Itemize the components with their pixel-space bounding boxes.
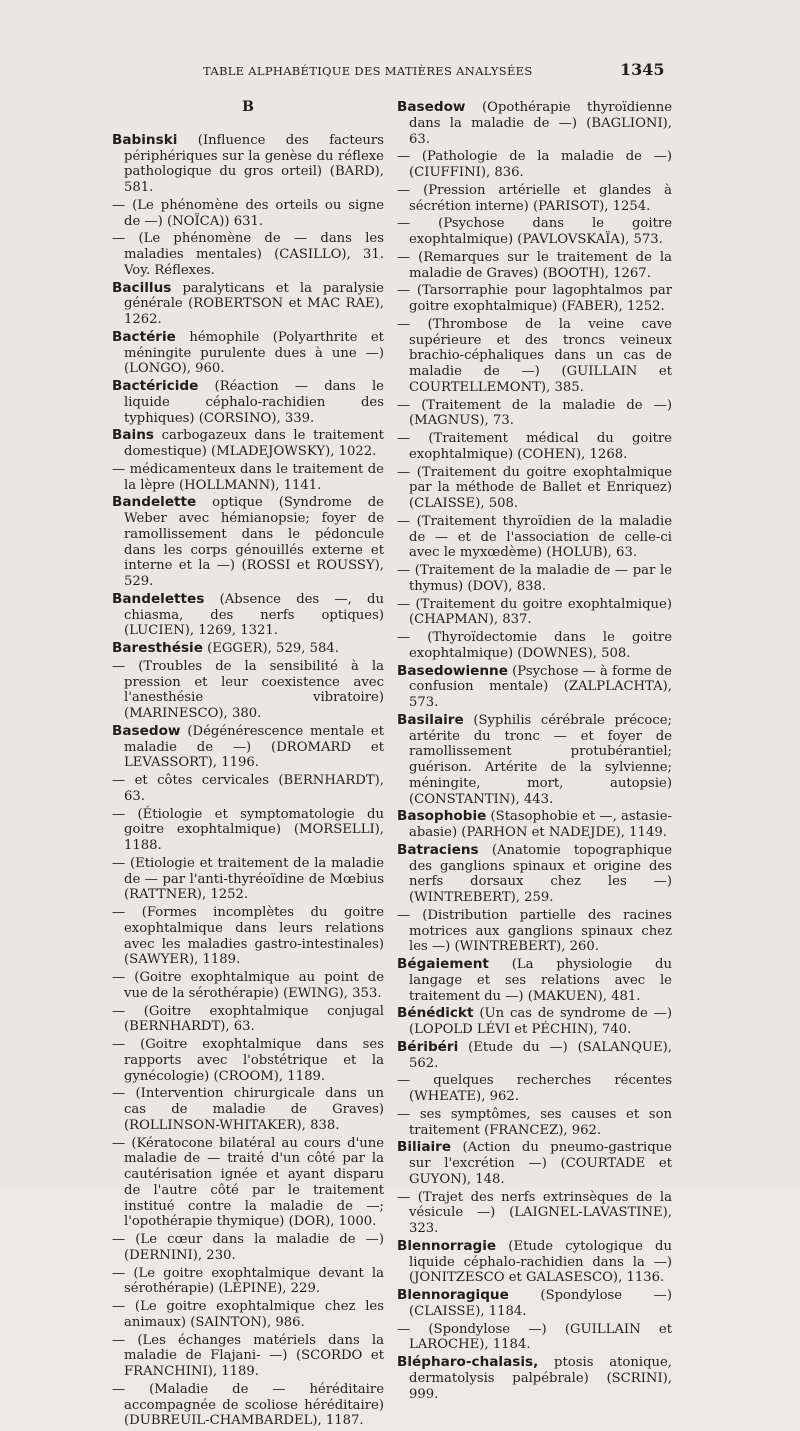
index-entry	[397, 957, 672, 1004]
left-column	[112, 100, 384, 1431]
index-subentry	[397, 630, 672, 662]
index-entry	[112, 641, 384, 657]
entry-text: ptosis atonique, dermatolysis palpébrale) (SCRINI), 999.	[409, 1355, 672, 1402]
entry-headword: Basilaire	[397, 711, 464, 728]
index-subentry	[397, 514, 672, 561]
entry-text: — (Formes incomplètes du goitre exophtalmique dans leurs relations avec les maladies gastro-intestinales) (SAWYER), 1189.	[112, 905, 384, 968]
entry-text: — (Maladie de — héréditaire accompagnée de scoliose héréditaire) (DUBREUIL-CHAMBARDEL), 1187.	[112, 1381, 384, 1429]
index-entry	[397, 713, 672, 808]
entry-text: — ses symptômes, ses causes et son traitement (FRANCEZ), 962.	[397, 1106, 672, 1138]
entry-text: (Etude cytologique du liquide céphalo-rachidien dans la —) (JONITZESCO et GALASESCO), 1136.	[409, 1238, 672, 1286]
entry-text: — (Le goitre exophtalmique devant la sérothérapie) (LÉPINE), 229.	[112, 1265, 384, 1297]
entry-text: hémophile (Polyarthrite et méningite purulente dues à une —) (LONGO), 960.	[124, 329, 384, 377]
index-entry	[397, 843, 672, 906]
entry-text: (Dégénérescence mentale et maladie de —) (DROMARD et LEVASSORT), 1196.	[124, 723, 384, 771]
index-subentry	[112, 1086, 384, 1133]
entry-text: (EGGER), 529, 584.	[207, 641, 339, 656]
entry-text: — (Etiologie et traitement de la maladie de — par l'anti-thyréoïdine de Mœbius (RATTNER), 1252.	[112, 855, 384, 903]
entry-text: — (Spondylose —) (GUILLAIN et LAROCHE), 1184.	[397, 1321, 672, 1353]
index-entry	[397, 1040, 672, 1072]
entry-headword: Bégaiement	[397, 956, 489, 972]
entry-text: (Spondylose —) (CLAISSE), 1184.	[409, 1288, 672, 1319]
entry-text: — (Étiologie et symptomatologie du goitre exophtalmique) (MORSELLI), 1188.	[112, 806, 384, 853]
index-subentry	[112, 856, 384, 903]
entry-text: — (Traitement du goitre exophtalmique par la méthode de Ballet et Enriquez) (CLAISSE), 508.	[397, 464, 672, 511]
entry-text: — (Intervention chirurgicale dans un cas de maladie de Graves) (ROLLINSON-WHITAKER), 838.	[112, 1086, 384, 1133]
index-subentry	[397, 183, 672, 215]
entry-text: — (Tarsorraphie pour lagophtalmos par goitre exophtalmique) (FABER), 1252.	[397, 283, 672, 314]
right-entries	[397, 100, 672, 1402]
index-entry	[397, 1006, 672, 1038]
index-subentry	[397, 908, 672, 955]
entry-text: — quelques recherches récentes (WHEATE), 962.	[397, 1073, 672, 1104]
index-subentry	[397, 431, 672, 463]
entry-text: (Anatomie topographique des ganglions spinaux et origine des nerfs dorsaux chez les —) (WINTREBERT), 259.	[409, 842, 672, 905]
right-column	[397, 100, 672, 1404]
index-entry	[112, 281, 384, 328]
index-subentry	[112, 1232, 384, 1264]
index-entry	[397, 1140, 672, 1187]
entry-text: — (Pression artérielle et glandes à sécrétion interne) (PARISOT), 1254.	[397, 182, 672, 214]
entry-headword: Bacillus	[112, 279, 172, 296]
entry-text: (Stasophobie et —, astasie-abasie) (PARHON et NADEJDE), 1149.	[409, 809, 673, 840]
entry-headword: Baresthésie	[112, 640, 203, 656]
entry-headword: Blépharo-chalasis,	[397, 1354, 539, 1370]
entry-text: — (Traitement médical du goitre exophtalmique) (COHEN), 1268.	[397, 431, 672, 462]
index-subentry	[112, 1333, 384, 1380]
index-entry	[112, 330, 384, 377]
entry-headword: Bactérie	[112, 328, 176, 345]
running-head: TABLE ALPHABÉTIQUE DES MATIÈRES ANALYSÉES	[203, 64, 533, 78]
index-entry	[397, 664, 672, 711]
entry-text: (La physiologie du langage et ses relations avec le traitement du —) (MAKUEN), 481.	[409, 957, 672, 1004]
entry-text: (Un cas de syndrome de —) (LOPOLD LÉVI et PÉCHIN), 740.	[409, 1006, 672, 1037]
index-entry	[397, 809, 672, 841]
entry-text: — (Goitre exophtalmique conjugal (BERNHARDT), 63.	[112, 1003, 384, 1035]
entry-text: — médicamenteux dans le traitement de la lèpre (HOLLMANN), 1141.	[112, 461, 384, 493]
entry-text: optique (Syndrome de Weber avec hémianopsie; foyer de ramollissement dans le pédoncule dans les corps génouillés externe et interne et la —) (ROSSI et ROUSSY), 529.	[124, 495, 384, 589]
index-subentry	[112, 970, 384, 1002]
index-entry	[112, 724, 384, 771]
index-entry	[397, 1239, 672, 1286]
entry-headword: Basedowienne	[397, 662, 508, 679]
index-subentry	[397, 597, 672, 629]
entry-text: — (Troubles de la sensibilité à la pression et leur coexistence avec l'anesthésie vibratoire) (MARINESCO), 380.	[112, 658, 384, 721]
entry-text: — et côtes cervicales (BERNHARDT), 63.	[112, 773, 384, 804]
entry-text: (Influence des facteurs périphériques sur la genèse du réflexe pathologique du gros orteil) (BARD), 581.	[124, 132, 384, 195]
entry-text: — (Trajet des nerfs extrinsèques de la vésicule —) (LAIGNEL-LAVASTINE), 323.	[397, 1189, 672, 1236]
entry-headword: Basedow	[112, 722, 181, 739]
index-subentry	[112, 1299, 384, 1331]
entry-text: (Opothérapie thyroïdienne dans la maladie de —) (BAGLIONI), 63.	[409, 100, 672, 147]
entry-text: — (Traitement thyroïdien de la maladie de — et de l'association de celle-ci avec le myxœdème) (HOLUB), 63.	[397, 513, 672, 561]
entry-text: — (Thyroïdectomie dans le goitre exophtalmique) (DOWNES), 508.	[397, 630, 672, 661]
index-subentry	[397, 283, 672, 315]
entry-text: — (Distribution partielle des racines motrices aux ganglions spinaux chez les —) (WINTREBERT), 260.	[397, 907, 672, 955]
entry-headword: Bactéricide	[112, 378, 199, 394]
entry-text: — (Traitement de la maladie de —) (MAGNUS), 73.	[397, 397, 672, 429]
entry-text: — (Le cœur dans la maladie de —) (DERNINI), 230.	[112, 1232, 384, 1263]
entry-text: — (Le phénomène des orteils ou signe de —) (NOÏCA)) 631.	[112, 197, 384, 229]
index-subentry	[112, 807, 384, 854]
index-entry	[112, 428, 384, 460]
index-subentry	[112, 773, 384, 805]
entry-headword: Blennorragie	[397, 1237, 497, 1254]
index-subentry	[112, 905, 384, 968]
index-subentry	[397, 1107, 672, 1139]
index-subentry	[112, 1037, 384, 1084]
index-entry	[397, 100, 672, 147]
entry-headword: Blennoragique	[397, 1287, 509, 1303]
entry-text: — (Les échanges matériels dans la maladie de Flajani- —) (SCORDO et FRANCHINI), 1189.	[112, 1332, 384, 1379]
entry-headword: Biliaire	[397, 1139, 452, 1156]
index-subentry	[397, 398, 672, 430]
entry-text: — (Remarques sur le traitement de la maladie de Graves) (BOOTH), 1267.	[397, 249, 672, 281]
entry-text: (Syphilis cérébrale précoce; artérite du tronc — et foyer de ramollissement protubérantiel; guérison. Artérite de la sylvienne; méningite, mort, autopsie) (CONSTANTIN), 443.	[409, 712, 672, 807]
index-entry	[397, 1355, 672, 1402]
entry-text: (Etude du —) (SALANQUE), 562.	[409, 1039, 672, 1071]
entry-headword: Bains	[112, 427, 154, 444]
index-subentry	[112, 1136, 384, 1231]
index-entry	[112, 495, 384, 590]
index-subentry	[112, 462, 384, 494]
entry-text: — (Le goitre exophtalmique chez les animaux) (SAINTON), 986.	[112, 1299, 384, 1330]
entry-text: — (Goitre exophtalmique au point de vue de la sérothérapie) (EWING), 353.	[112, 970, 384, 1001]
entry-headword: Bénédickt	[397, 1005, 474, 1022]
entry-headword: Basophobie	[397, 808, 487, 825]
entry-text: — (Traitement du goitre exophtalmique) (CHAPMAN), 837.	[397, 596, 672, 628]
entry-text: — (Thrombose de la veine cave supérieure et des troncs veineux brachio-céphaliques dans un cas de maladie de —) (GUILLAIN et COURTELLEMONT), 385.	[397, 316, 672, 395]
index-subentry	[112, 1004, 384, 1036]
index-subentry	[112, 231, 384, 278]
index-subentry	[397, 1322, 672, 1354]
entry-text: — (Le phénomène de — dans les maladies mentales) (CASILLO), 31. Voy. Réflexes.	[112, 231, 384, 278]
index-subentry	[397, 250, 672, 282]
index-subentry	[397, 216, 672, 248]
entry-text: — (Psychose dans le goitre exophtalmique) (PAVLOVSKAÏA), 573.	[397, 216, 672, 247]
index-subentry	[397, 465, 672, 512]
index-subentry	[397, 149, 672, 181]
entry-text: paralyticans et la paralysie générale (ROBERTSON et MAC RAE), 1262.	[124, 280, 384, 327]
page-number: 1345	[620, 60, 665, 79]
index-subentry	[397, 1073, 672, 1105]
entry-headword: Batraciens	[397, 841, 479, 858]
section-letter: B	[242, 99, 254, 115]
left-entries	[112, 133, 384, 1429]
index-subentry	[397, 563, 672, 595]
index-entry	[112, 592, 384, 639]
entry-text: — (Pathologie de la maladie de —) (CIUFFINI), 836.	[397, 149, 672, 180]
index-entry	[397, 1288, 672, 1320]
entry-text: — (Goitre exophtalmique dans ses rapports avec l'obstétrique et la gynécologie) (CROOM), 1189.	[112, 1037, 384, 1084]
index-entry	[112, 133, 384, 196]
index-subentry	[397, 1190, 672, 1237]
entry-headword: Béribéri	[397, 1038, 459, 1055]
entry-headword: Bandelette	[112, 494, 197, 511]
entry-text: — (Kératocone bilatéral au cours d'une maladie de — traité d'un côté par la cautérisation ignée et ayant disparu de l'autre côté par le traitement institué contre la maladie de —; l'opothérapie thymique) (DOR), 1000.	[112, 1135, 384, 1230]
index-subentry	[112, 1382, 384, 1429]
entry-text: (Absence des —, du chiasma, des nerfs optiques) (LUCIEN), 1269, 1321.	[124, 591, 384, 639]
index-subentry	[112, 1266, 384, 1298]
entry-text: — (Traitement de la maladie de — par le thymus) (DOV), 838.	[397, 563, 672, 594]
entry-headword: Basedow	[397, 99, 466, 115]
entry-text: carbogazeux dans le traitement domestique) (MLADEJOWSKY), 1022.	[124, 428, 384, 459]
index-subentry	[397, 317, 672, 396]
entry-text: (Action du pneumo-gastrique sur l'excrétion —) (COURTADE et GUYON), 148.	[409, 1140, 672, 1187]
index-subentry	[112, 198, 384, 230]
entry-text: (Réaction — dans le liquide céphalo-rachidien des typhiques) (CORSINO), 339.	[124, 379, 384, 426]
index-subentry	[112, 659, 384, 722]
entry-headword: Bandelettes	[112, 590, 205, 607]
index-entry	[112, 379, 384, 426]
entry-text: (Psychose — à forme de confusion mentale) (ZALPLACHTA), 573.	[409, 663, 672, 710]
entry-headword: Babinski	[112, 131, 178, 148]
